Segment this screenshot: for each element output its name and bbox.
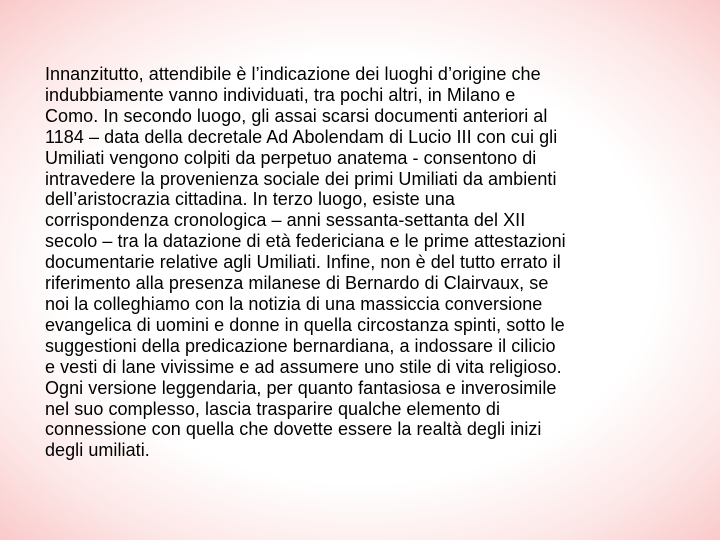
body-text: Innanzitutto, attendibile è l’indicazione dei luoghi d’origine che indubbiamente vanno individuati, tra pochi altri, in Milano e Como. In secondo luogo, gli assai scarsi documenti anteriori al 1184 – data della decretale Ad Abolendam di Lucio III con cui gli Umiliati vengono colpiti da perpetuo anatema - consentono di intravedere la provenienza sociale dei primi Umiliati da ambienti dell’aristocrazia cittadina. In terzo luogo, esiste una corrispondenza cronologica – anni sessanta-settanta del XII secolo – tra la datazione di età federiciana e le prime attestazioni documentarie relative agli Umiliati. Infine, non è del tutto errato il riferimento alla presenza milanese di Bernardo di Clairvaux, se noi la colleghiamo con la notizia di una massiccia conversione evangelica di uomini e donne in quella circostanza spinti, sotto le suggestioni della predicazione bernardiana, a indossare il cilicio e vesti di lane vivissime e ad assumere uno stile di vita religioso. Ogni versione leggendaria, per quanto fantasiosa e inverosimile nel suo complesso, lascia trasparire qualche elemento di connessione con quella che dovette essere la realtà degli inizi degli umiliati. <box>45 64 566 461</box>
